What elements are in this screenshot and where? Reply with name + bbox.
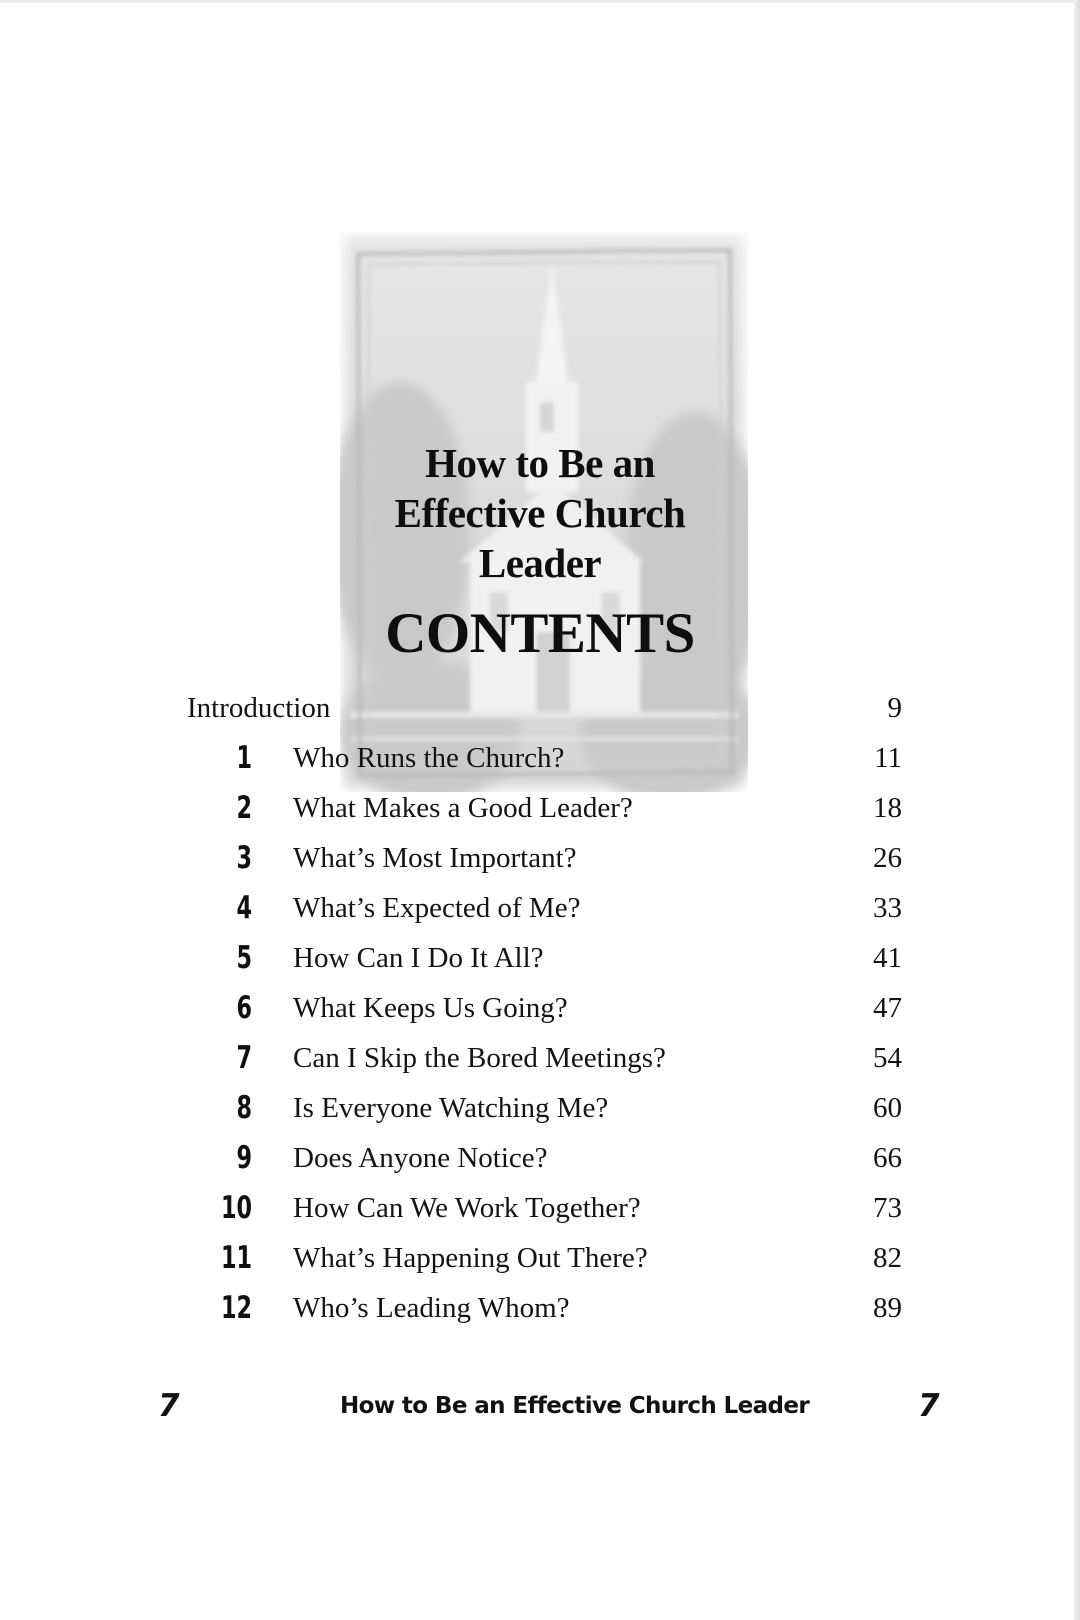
chapter-page: 41 [873,942,902,974]
book-title [330,438,750,588]
chapter-number: 1 [236,740,252,776]
chapter-page: 18 [873,792,902,824]
footer-page-number-right: 7 [918,1388,940,1424]
chapter-page: 73 [873,1192,902,1224]
chapter-page: 33 [873,892,902,924]
toc-row-chapter-1[interactable] [0,733,1080,783]
toc-row-chapter-2[interactable] [0,783,1080,833]
chapter-number: 3 [236,840,252,876]
toc-row-chapter-10[interactable] [0,1183,1080,1233]
chapter-number: 7 [236,1040,252,1076]
toc-row-chapter-11[interactable] [0,1233,1080,1283]
toc-introduction-title: Introduction [187,692,331,724]
chapter-title: What’s Most Important? [293,842,577,874]
chapter-number: 8 [236,1090,252,1126]
chapter-title: What’s Expected of Me? [293,892,581,924]
chapter-page: 66 [873,1142,902,1174]
toc-introduction-page: 9 [887,692,902,724]
chapter-page: 11 [874,742,902,774]
chapter-number: 5 [236,940,252,976]
footer-running-title: How to Be an Effective Church Leader [340,1393,810,1419]
book-title-line2: Effective Church Leader [394,490,686,586]
toc-row-chapter-3[interactable] [0,833,1080,883]
chapter-page: 89 [873,1292,902,1324]
toc-row-chapter-7[interactable] [0,1033,1080,1083]
chapter-page: 54 [873,1042,902,1074]
contents-heading: CONTENTS [385,602,695,665]
chapter-title: Who’s Leading Whom? [293,1292,570,1324]
footer-page-number-left: 7 [158,1388,180,1424]
chapter-number: 2 [236,790,252,826]
chapter-page: 47 [873,992,902,1024]
page-top-edge [0,0,1080,3]
chapter-number: 11 [220,1240,252,1276]
chapter-title: Who Runs the Church? [293,742,565,774]
chapter-page: 82 [873,1242,902,1274]
toc-row-chapter-6[interactable] [0,983,1080,1033]
chapter-page: 60 [873,1092,902,1124]
chapter-title: How Can I Do It All? [293,942,544,974]
chapter-title: How Can We Work Together? [293,1192,641,1224]
toc-row-chapter-5[interactable] [0,933,1080,983]
toc-row-chapter-4[interactable] [0,883,1080,933]
chapter-page: 26 [873,842,902,874]
chapter-title: Does Anyone Notice? [293,1142,548,1174]
chapter-number: 6 [236,990,252,1026]
toc-row-chapter-12[interactable] [0,1283,1080,1333]
chapter-number: 9 [236,1140,252,1176]
title-block [330,438,750,666]
chapter-title: What’s Happening Out There? [293,1242,648,1274]
chapter-number: 4 [236,890,252,926]
toc-row-introduction[interactable] [0,683,1080,733]
toc-row-chapter-9[interactable] [0,1133,1080,1183]
chapter-title: What Makes a Good Leader? [293,792,633,824]
chapter-title: What Keeps Us Going? [293,992,568,1024]
book-title-line1: How to Be an [425,440,655,486]
chapter-number: 12 [220,1290,252,1326]
chapter-number: 10 [220,1190,252,1226]
chapter-title: Can I Skip the Bored Meetings? [293,1042,666,1074]
chapter-title: Is Everyone Watching Me? [293,1092,609,1124]
toc-row-chapter-8[interactable] [0,1083,1080,1133]
